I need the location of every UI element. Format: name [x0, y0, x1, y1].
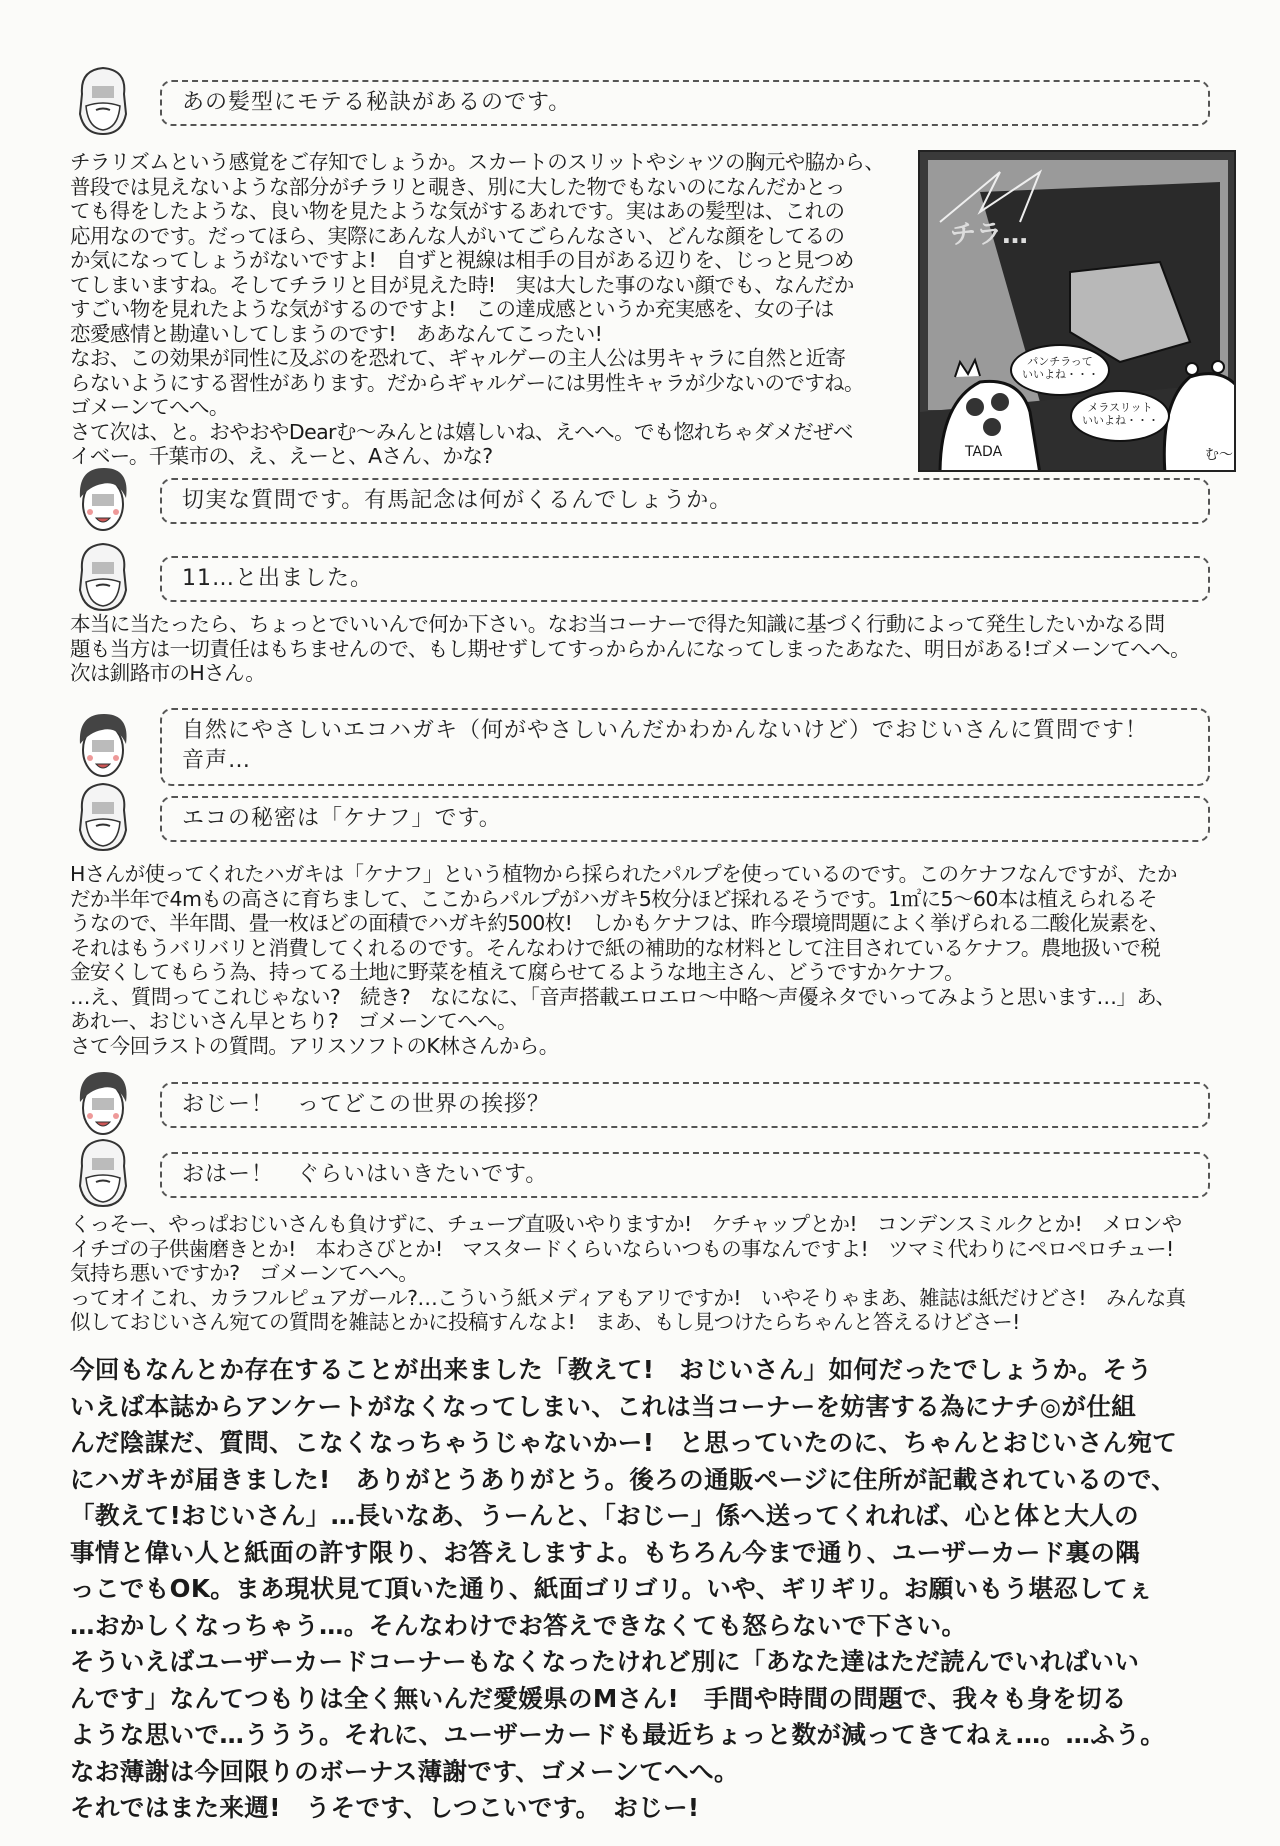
grandpa-avatar-icon	[72, 1136, 134, 1208]
closing-paragraph	[70, 1352, 1240, 1827]
kid-avatar-icon	[72, 462, 134, 534]
grandpa-avatar-icon	[72, 780, 134, 852]
text-line: いえば本誌からアンケートがなくなってしまい、これは当コーナーを妨害する為にナチ◎が仕組	[70, 1391, 1137, 1421]
text-line: 気持ち悪いですか? ゴメーンてへへ。	[70, 1261, 419, 1285]
comic-illustration	[918, 150, 1236, 472]
text-line: 題も当方は一切責任はもちませんので、もし期せずしてすっからかんになってしまったあなた、明日がある!ゴメーンてへへ。	[70, 636, 1190, 661]
bubble-text: おはー！ ぐらいはいきたいです。	[182, 1162, 549, 1187]
answer-paragraph-2	[70, 612, 1240, 686]
text-line: …え、質問ってこれじゃない? 続き? なになに、「音声搭載エロエロ～中略～声優ネタでいってみようと思います…」あ、	[70, 984, 1176, 1009]
bubble-text: おじー！ ってどこの世界の挨拶？	[182, 1092, 551, 1117]
text-line: 次は釧路市のHさん。	[70, 661, 266, 685]
answer-bubble	[160, 556, 1210, 602]
text-line: …おかしくなっちゃう…。そんなわけでお答えできなくても怒らないで下さい。	[70, 1610, 967, 1640]
character-label-tada: TADA	[965, 444, 1003, 460]
text-line: なお、この効果が同性に及ぶのを恐れて、ギャルゲーの主人公は男キャラに自然と近寄	[70, 346, 846, 370]
text-line: 恋愛感情と勘違いしてしまうのです! ああなんてこったい!	[70, 321, 603, 346]
bubble-text-line-2: 音声…	[182, 748, 252, 773]
text-line: 応用なのです。だってほら、実際にあんな人がいてごらんなさい、どんな顔をしてるの	[70, 223, 845, 248]
speech-bubble-2: メラスリット いいよね・・・	[1070, 390, 1170, 442]
question-bubble	[160, 1082, 1210, 1128]
text-line: らないようにする習性があります。だからギャルゲーには男性キャラが少ないのですね。	[70, 370, 864, 395]
text-line: さて次は、と。おやおやDearむ～みんとは嬉しいね、えへへ。でも惚れちゃダメだぜベ	[70, 419, 853, 444]
text-line: 似しておじいさん宛ての質問を雑誌とかに投稿すんなよ! まあ、もし見つけたらちゃんと答えるけどさー!	[70, 1310, 1020, 1334]
text-line: イチゴの子供歯磨きとか! 本わさびとか! マスタードくらいならいつもの事なんですよ! ツマミ代わりにペロペロチュー!	[70, 1236, 1174, 1261]
sound-effect-text: チラ…	[950, 220, 1029, 250]
text-line: か気になってしょうがないですよ! 自ずと視線は相手の目がある辺りを、じっと見つめ	[70, 248, 854, 272]
grandpa-avatar-icon	[72, 540, 134, 612]
answer-paragraph-1	[70, 150, 910, 469]
kid-avatar-icon	[72, 708, 134, 780]
answer-bubble	[160, 796, 1210, 842]
text-line: なお薄謝は今回限りのボーナス薄謝です、ゴメーンてへへ。	[70, 1756, 739, 1786]
grandpa-avatar-icon	[72, 64, 134, 136]
text-line: さて今回ラストの質問。アリスソフトのK林さんから。	[70, 1033, 559, 1058]
text-line: んです」なんてつもりは全く無いんだ愛媛県のMさん! 手間や時間の問題で、我々も身を切る	[70, 1683, 1127, 1713]
bubble-text: あの髪型にモテる秘訣があるのです。	[182, 90, 572, 115]
text-line: んだ陰謀だ、質問、こなくなっちゃうじゃないかー! と思っていたのに、ちゃんとおじいさん宛て	[70, 1428, 1178, 1457]
character-label-mu: む～	[1205, 447, 1233, 463]
text-line: にハガキが届きました! ありがとうありがとう。後ろの通販ページに住所が記載されているので、	[70, 1464, 1177, 1494]
bubble-text: 切実な質問です。有馬記念は何がくるんでしょうか。	[182, 488, 733, 513]
text-line: そういえばユーザーカードコーナーもなくなったけれど別に「あなた達はただ読んでいればいい	[70, 1647, 1140, 1676]
text-line: 金安くしてもらう為、持ってる土地に野菜を植えて腐らせてるような地主さん、どうですかケナフ。	[70, 960, 965, 984]
text-line: Hさんが使ってくれたハガキは「ケナフ」という植物から採られたパルプを使っているのです。このケナフなんですが、たか	[70, 862, 1177, 886]
bubble-text: 11…と出ました。	[182, 566, 373, 591]
text-line: あれー、おじいさん早とちり? ゴメーンてへへ。	[70, 1009, 517, 1033]
text-line: くっそー、やっぱおじいさんも負けずに、チューブ直吸いやりますか! ケチャップとか! コンデンスミルクとか! メロンや	[70, 1212, 1182, 1236]
kid-avatar-icon	[72, 1066, 134, 1138]
text-line: てしまいますね。そしてチラリと目が見えた時! 実は大した事のない顔でも、なんだか	[70, 272, 854, 297]
answer-bubble	[160, 1152, 1210, 1198]
question-bubble	[160, 478, 1210, 524]
text-line: うなので、半年間、畳一枚ほどの面積でハガキ約500枚! しかもケナフは、昨今環境問題によく挙げられる二酸化炭素を、	[70, 911, 1169, 935]
text-line: 本当に当たったら、ちょっとでいいんで何か下さい。なお当コーナーで得た知識に基づく行動によって発生したいかなる問	[70, 612, 1165, 636]
text-line: 普段では見えないような部分がチラリと覗き、別に大した物でもないのになんだかとっ	[70, 174, 845, 199]
text-line: ってオイこれ、カラフルピュアガール?…こういう紙メディアもアリですか! いやそりゃまあ、雑誌は紙だけどさ! みんな真	[70, 1285, 1186, 1310]
text-line: ゴメーンてへへ。	[70, 395, 229, 419]
text-line: ても得をしたような、良い物を見たような気がするあれです。実はあの髪型は、これの	[70, 199, 845, 223]
text-line: イベー。千葉市の、え、えーと、Aさん、かな?	[70, 444, 493, 468]
text-line: 「教えて!おじいさん」…長いなあ、うーんと、「おじー」係へ送ってくれれば、心と体と大人の	[70, 1501, 1140, 1530]
text-line: 今回もなんとか存在することが出来ました「教えて! おじいさん」如何だったでしょうか。そう	[70, 1355, 1153, 1384]
text-line: すごい物を見れたような気がするのですよ! この達成感というか充実感を、女の子は	[70, 297, 834, 321]
answer-paragraph-3	[70, 862, 1240, 1058]
answer-bubble	[160, 80, 1210, 126]
text-line: それではまた来週! うそです、しつこいです。 おじー!	[70, 1793, 700, 1822]
answer-paragraph-4	[70, 1212, 1240, 1335]
speech-bubble-1: パンチラって いいよね・・・	[1010, 344, 1110, 396]
bubble-text: エコの秘密は「ケナフ」です。	[182, 806, 502, 831]
bubble-text: 自然にやさしいエコハガキ（何がやさしいんだかわかんないけど）でおじいさんに質問です！	[182, 718, 1149, 743]
text-line: チラリズムという感覚をご存知でしょうか。スカートのスリットやシャツの胸元や脇から、	[70, 150, 885, 174]
text-line: 事情と偉い人と紙面の許す限り、お答えしますよ。もちろん今まで通り、ユーザーカード裏の隅	[70, 1537, 1141, 1567]
text-line: ような思いで…ううう。それに、ユーザーカードも最近ちょっと数が減ってきてねぇ…。…ふう。	[70, 1720, 1166, 1749]
text-line: だか半年で4mもの高さに育ちまして、ここからパルプがハガキ5枚分ほど採れるそうです。1㎡に5～60本は植えられるそ	[70, 886, 1157, 911]
text-line: っこでもOK。まあ現状見て頂いた通り、紙面ゴリゴリ。いや、ギリギリ。お願いもう堪忍してぇ	[70, 1574, 1153, 1603]
text-line: それはもうバリバリと消費してくれるのです。そんなわけで紙の補助的な材料として注目されているケナフ。農地扱いで税	[70, 935, 1161, 960]
question-bubble	[160, 708, 1210, 786]
